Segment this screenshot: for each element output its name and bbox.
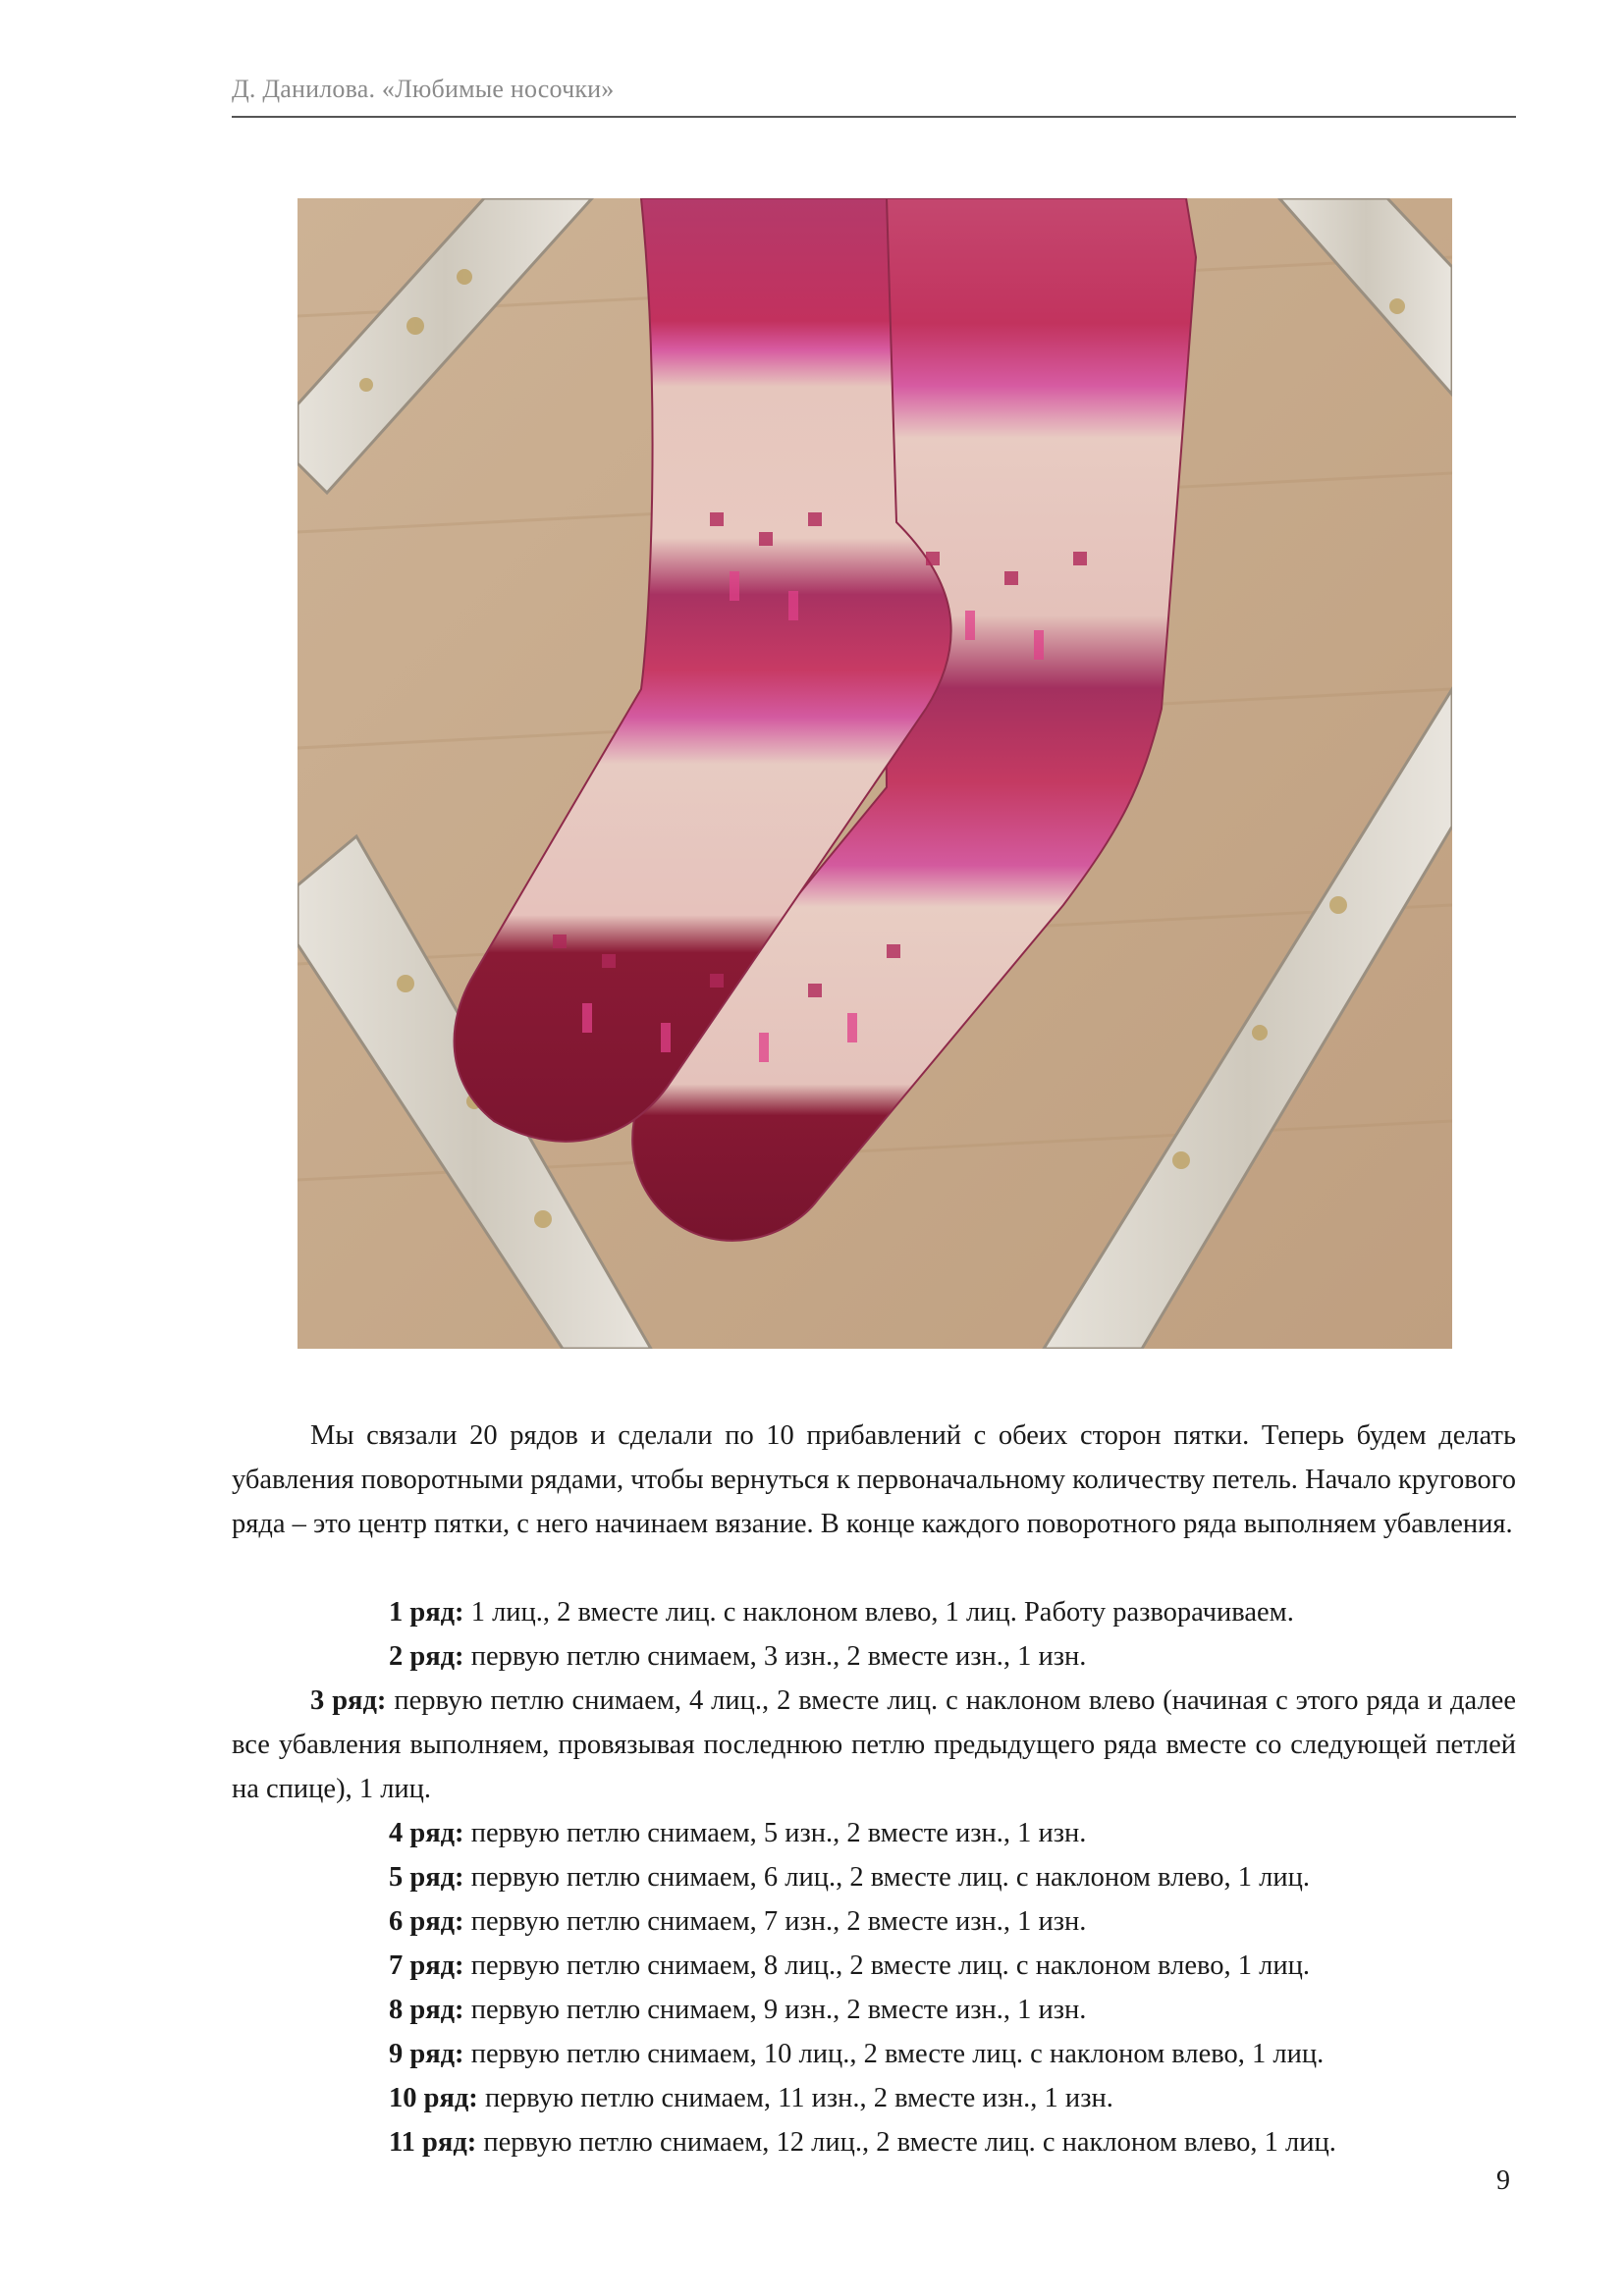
row-text: 1 лиц., 2 вместе лиц. с наклоном влево, 1 лиц. Работу разворачиваем.	[463, 1597, 1294, 1628]
row-label: 3 ряд:	[310, 1685, 387, 1716]
row-text: первую петлю снимаем, 9 изн., 2 вместе изн., 1 изн.	[463, 1995, 1087, 2025]
row-text: первую петлю снимаем, 8 лиц., 2 вместе лиц. с наклоном влево, 1 лиц.	[463, 1950, 1310, 1981]
row-label: 7 ряд:	[389, 1950, 464, 1981]
row-label: 9 ряд:	[389, 2039, 464, 2069]
row-8-instruction	[232, 1988, 1516, 2032]
intro-paragraph: Мы связали 20 рядов и сделали по 10 прибавлений с обеих сторон пятки. Теперь будем делать убавления поворотными рядами, чтобы вернуться к первоначальному количеству петель. Начало кругового ряда – это центр пятки, с него начинаем вязание. В конце каждого поворотного ряда выполняем убавления.	[232, 1420, 1516, 1539]
header-rule	[232, 116, 1516, 118]
row-text: первую петлю снимаем, 10 лиц., 2 вместе лиц. с наклоном влево, 1 лиц.	[463, 2039, 1325, 2069]
row-label: 11 ряд:	[389, 2127, 477, 2158]
row-label: 4 ряд:	[389, 1818, 464, 1848]
row-text: первую петлю снимаем, 5 изн., 2 вместе изн., 1 изн.	[463, 1818, 1087, 1848]
row-text: первую петлю снимаем, 3 изн., 2 вместе изн., 1 изн.	[463, 1641, 1087, 1672]
row-5-instruction	[232, 1855, 1516, 1899]
running-head: Д. Данилова. «Любимые носочки»	[232, 75, 615, 103]
row-9-instruction	[232, 2032, 1516, 2076]
row-label: 8 ряд:	[389, 1995, 464, 2025]
row-2-instruction	[232, 1634, 1516, 1679]
row-text: первую петлю снимаем, 11 изн., 2 вместе изн., 1 изн.	[477, 2083, 1113, 2113]
row-label: 10 ряд:	[389, 2083, 478, 2113]
row-11-instruction	[232, 2120, 1516, 2164]
row-label: 5 ряд:	[389, 1862, 464, 1893]
page-number: 9	[1496, 2165, 1510, 2196]
row-text: первую петлю снимаем, 4 лиц., 2 вместе лиц. с наклоном влево (начиная с этого ряда и далее все убавления выполняем, провязывая последнюю петлю предыдущего ряда вместе со следующей петлей на спице), 1 лиц.	[232, 1685, 1516, 1804]
row-3-instruction	[232, 1679, 1516, 1811]
row-10-instruction	[232, 2076, 1516, 2120]
row-text: первую петлю снимаем, 7 изн., 2 вместе изн., 1 изн.	[463, 1906, 1087, 1937]
row-text: первую петлю снимаем, 6 лиц., 2 вместе лиц. с наклоном влево, 1 лиц.	[463, 1862, 1310, 1893]
row-label: 6 ряд:	[389, 1906, 464, 1937]
row-7-instruction	[232, 1944, 1516, 1988]
row-instructions	[232, 1590, 1516, 2164]
row-1-instruction	[232, 1590, 1516, 1634]
row-text: первую петлю снимаем, 12 лиц., 2 вместе лиц. с наклоном влево, 1 лиц.	[476, 2127, 1336, 2158]
row-6-instruction	[232, 1899, 1516, 1944]
row-4-instruction	[232, 1811, 1516, 1855]
body-text	[232, 1414, 1516, 2164]
row-label: 1 ряд:	[389, 1597, 464, 1628]
row-label: 2 ряд:	[389, 1641, 464, 1672]
socks-photo	[298, 198, 1452, 1349]
